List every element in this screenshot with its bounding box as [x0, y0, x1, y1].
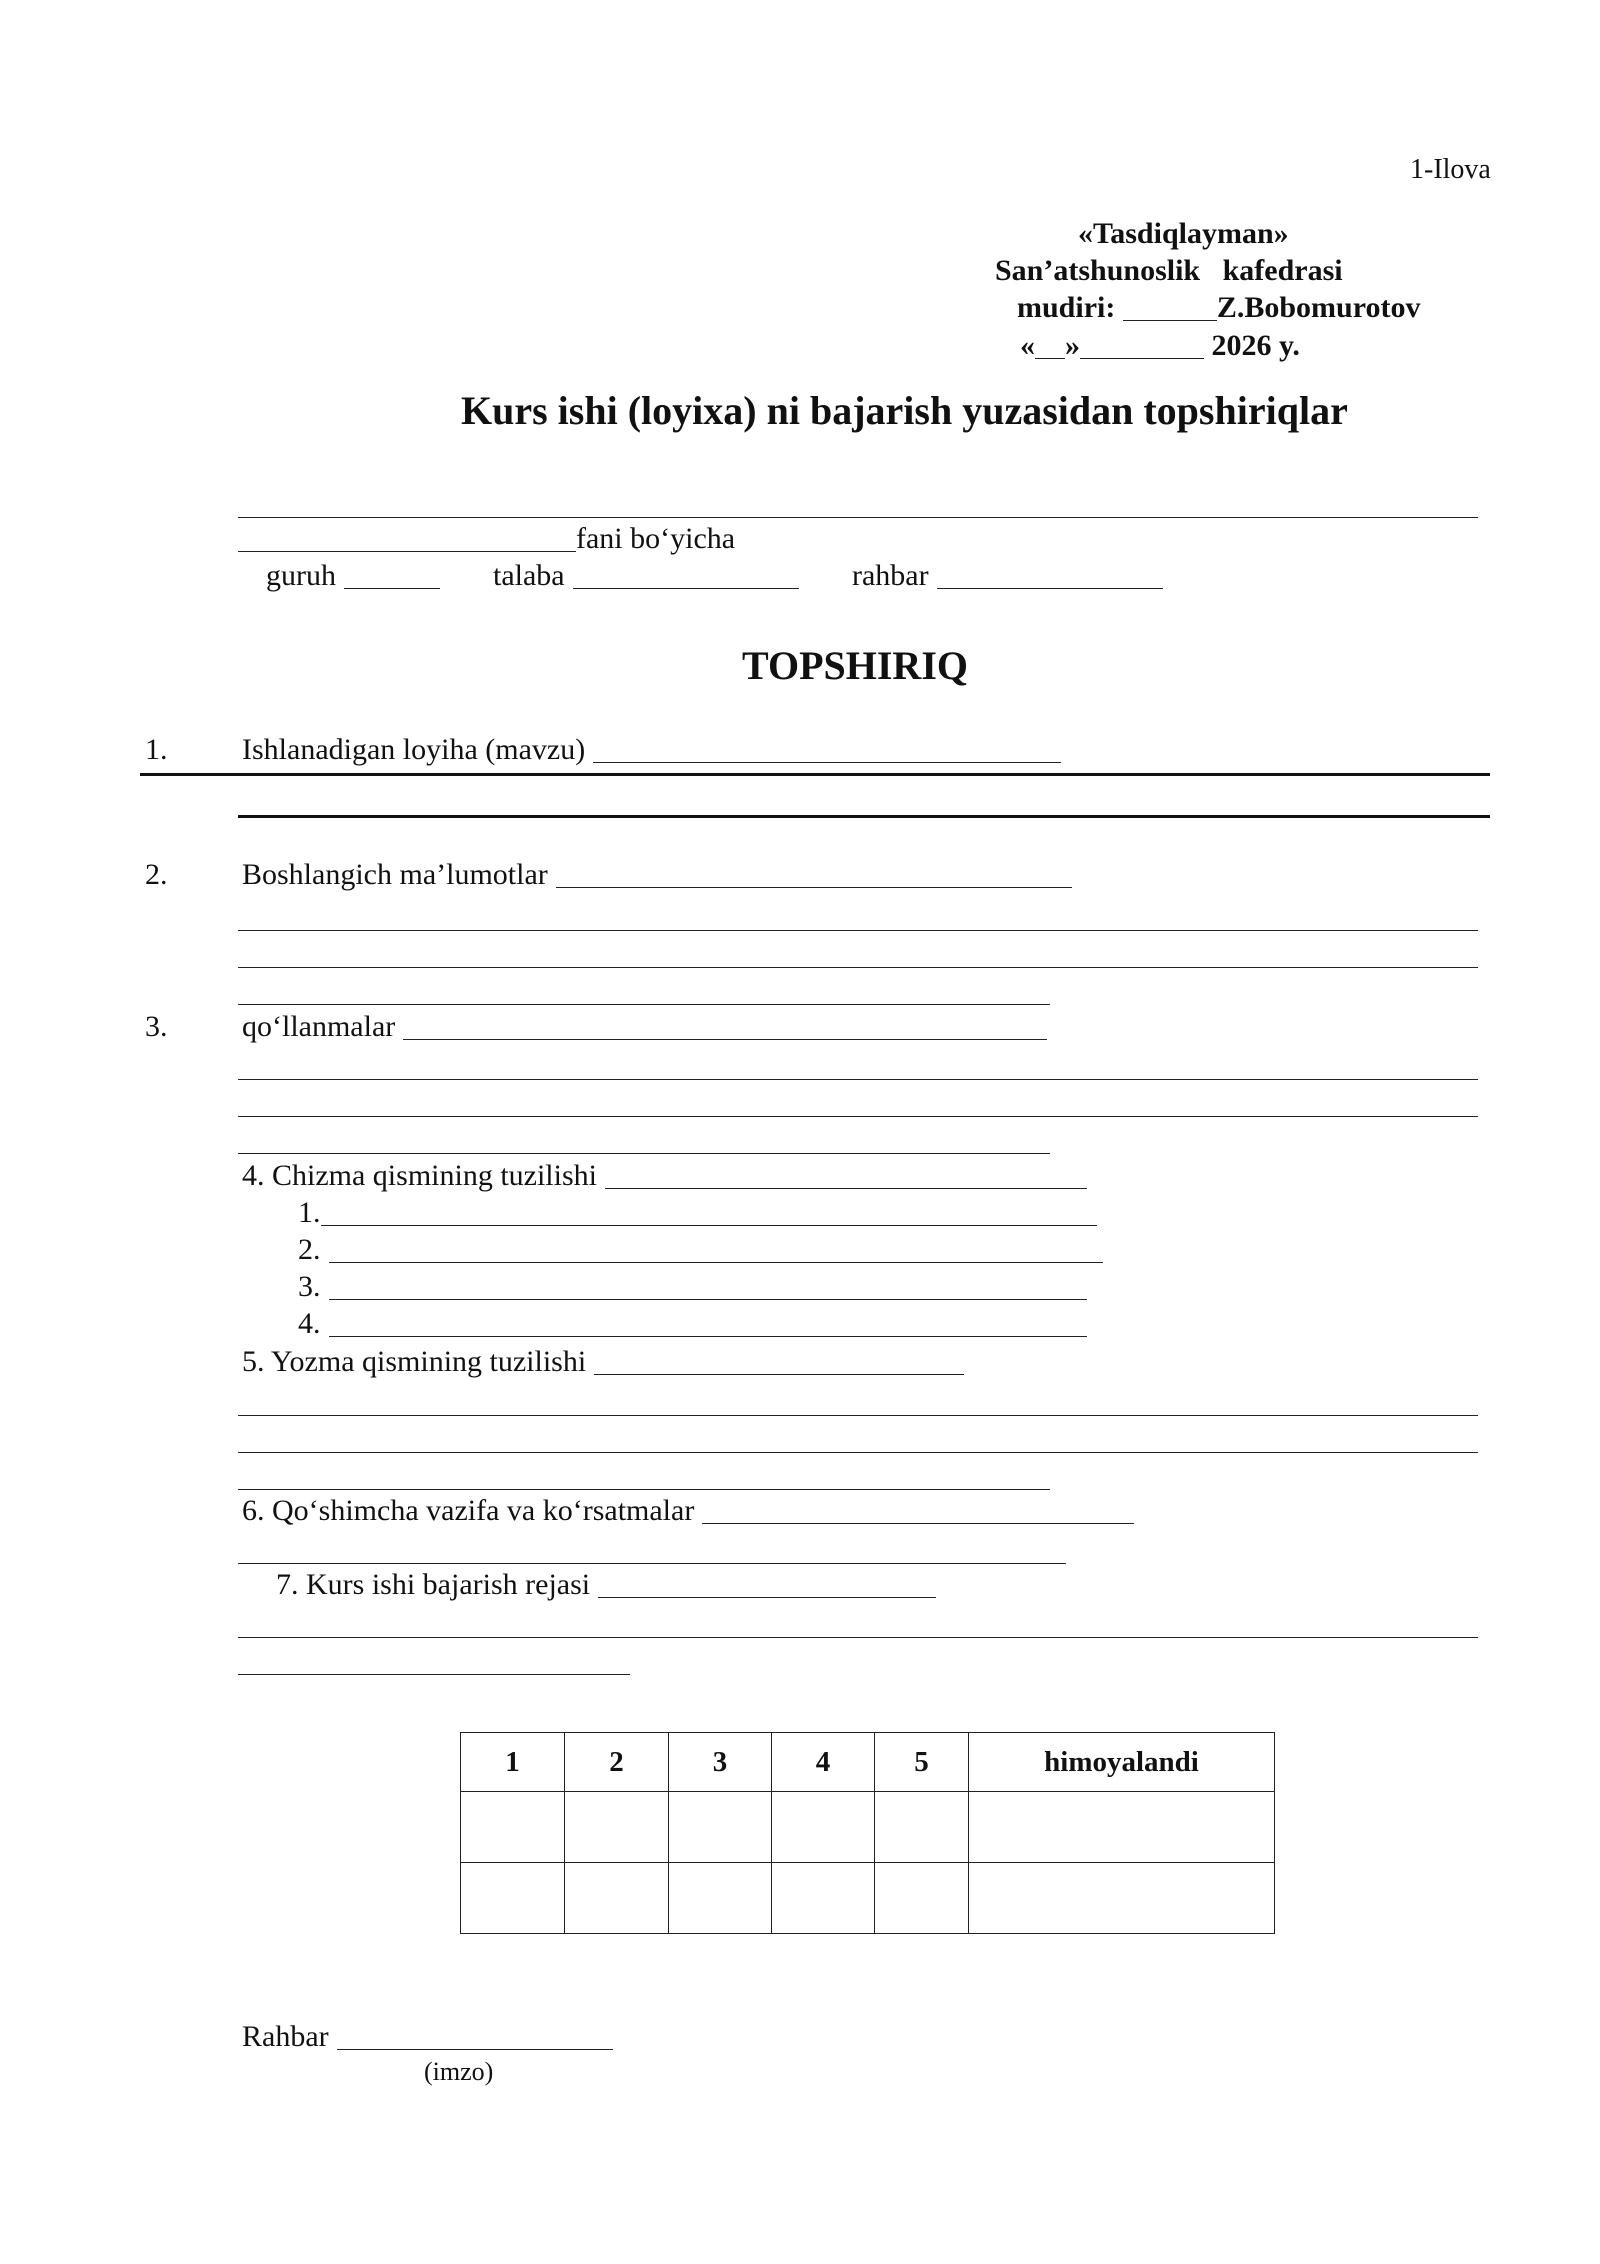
discipline-line[interactable]	[238, 517, 1478, 518]
stage-header-5: 5	[875, 1733, 969, 1792]
subject-suffix: fani bo‘yicha	[576, 522, 736, 555]
item4-sub-4-number: 4.	[298, 1307, 321, 1340]
item5-line-3[interactable]	[238, 1489, 1050, 1490]
table-cell[interactable]	[969, 1863, 1275, 1934]
section-heading: TOPSHIRIQ	[742, 643, 968, 688]
item7-label: 7. Kurs ishi bajarish rejasi	[276, 1568, 591, 1601]
approval-date-open-quote: «	[1020, 329, 1035, 362]
item4-sub-4	[298, 1309, 1087, 1339]
item2-number: 2.	[145, 858, 168, 891]
group-field	[266, 561, 440, 591]
student-blank[interactable]	[573, 588, 799, 589]
student-field	[493, 561, 799, 591]
item4-sub-3-blank[interactable]	[329, 1299, 1087, 1300]
item4-row	[242, 1161, 1087, 1191]
item3-number: 3.	[145, 1010, 168, 1043]
item4-sub-1-blank[interactable]	[321, 1225, 1097, 1226]
item5-line-1[interactable]	[238, 1415, 1478, 1416]
student-label: talaba	[493, 559, 565, 592]
approval-signature-blank[interactable]	[1123, 320, 1217, 321]
item6-label: 6. Qo‘shimcha vazifa va ko‘rsatmalar	[242, 1494, 695, 1527]
item4-sub-2-number: 2.	[298, 1233, 321, 1266]
item7-row	[276, 1570, 936, 1600]
subject-field-row	[238, 524, 735, 554]
stages-table-header	[461, 1733, 1275, 1792]
page-title: Kurs ishi (loyixa) ni bajarish yuzasidan topshiriqlar	[461, 388, 1348, 433]
table-cell[interactable]	[461, 1792, 565, 1863]
stage-header-1: 1	[461, 1733, 565, 1792]
approval-head-line	[1017, 293, 1421, 323]
item6-row	[242, 1496, 1134, 1526]
signature-blank[interactable]	[337, 2049, 613, 2050]
table-cell[interactable]	[669, 1792, 772, 1863]
item3-line-1[interactable]	[238, 1079, 1478, 1080]
stages-table	[460, 1732, 1275, 1934]
item5-label: 5. Yozma qismining tuzilishi	[242, 1345, 587, 1378]
item4-sub-4-blank[interactable]	[329, 1336, 1087, 1337]
approval-day-blank[interactable]	[1035, 358, 1065, 359]
stage-header-4: 4	[772, 1733, 875, 1792]
group-blank[interactable]	[344, 588, 440, 589]
item1-rule	[140, 773, 1490, 776]
item5-blank[interactable]	[594, 1374, 964, 1375]
item2-line-2[interactable]	[238, 967, 1478, 968]
item4-sub-3-number: 3.	[298, 1270, 321, 1303]
signature-label: Rahbar	[242, 2020, 329, 2053]
item1-number: 1.	[145, 733, 168, 766]
item3-blank[interactable]	[403, 1039, 1047, 1040]
item2-line-1[interactable]	[238, 930, 1478, 931]
item3-line-2[interactable]	[238, 1116, 1478, 1117]
approval-month-blank[interactable]	[1080, 358, 1204, 359]
item1-extra-line[interactable]	[238, 815, 1490, 818]
item5-line-2[interactable]	[238, 1452, 1478, 1453]
group-label: guruh	[266, 559, 336, 592]
item6-line-1[interactable]	[238, 1563, 1066, 1564]
table-cell[interactable]	[875, 1792, 969, 1863]
approval-date-line	[1020, 331, 1300, 361]
signature-caption: (imzo)	[424, 2057, 494, 2086]
item2-row	[242, 860, 1072, 890]
item7-line-2[interactable]	[238, 1674, 630, 1675]
appendix-label: 1-Ilova	[1410, 154, 1491, 185]
table-cell[interactable]	[565, 1792, 669, 1863]
stage-header-2: 2	[565, 1733, 669, 1792]
table-cell[interactable]	[669, 1863, 772, 1934]
item4-sub-1	[298, 1198, 1097, 1228]
item6-blank[interactable]	[702, 1523, 1134, 1524]
item1-blank[interactable]	[593, 762, 1061, 763]
supervisor-field	[852, 561, 1163, 591]
item5-row	[242, 1347, 964, 1377]
item7-blank[interactable]	[598, 1597, 936, 1598]
stage-header-3: 3	[669, 1733, 772, 1792]
signature-row	[242, 2022, 613, 2052]
item2-label: Boshlangich ma’lumotlar	[242, 858, 548, 891]
table-cell[interactable]	[875, 1863, 969, 1934]
stages-table-row	[461, 1863, 1275, 1934]
supervisor-label: rahbar	[852, 559, 929, 592]
item3-line-3[interactable]	[238, 1153, 1050, 1154]
table-cell[interactable]	[461, 1863, 565, 1934]
item4-sub-3	[298, 1272, 1087, 1302]
approval-department: San’atshunoslik kafedrasi	[995, 254, 1343, 287]
item2-blank[interactable]	[556, 887, 1072, 888]
item1-row	[242, 735, 1061, 765]
item1-label: Ishlanadigan loyiha (mavzu)	[242, 733, 586, 766]
stages-table-row	[461, 1792, 1275, 1863]
table-cell[interactable]	[772, 1792, 875, 1863]
approval-head-label: mudiri:	[1017, 291, 1123, 324]
stage-header-defended: himoyalandi	[969, 1733, 1275, 1792]
approval-title: «Tasdiqlayman»	[1078, 217, 1289, 250]
item3-row	[242, 1012, 1047, 1042]
table-cell[interactable]	[772, 1863, 875, 1934]
item4-label: 4. Chizma qismining tuzilishi	[242, 1159, 597, 1192]
approval-date-close-quote: »	[1065, 329, 1080, 362]
item3-label: qo‘llanmalar	[242, 1010, 396, 1043]
item4-sub-2-blank[interactable]	[329, 1262, 1103, 1263]
item4-sub-2	[298, 1235, 1103, 1265]
item7-line-1[interactable]	[238, 1637, 1478, 1638]
subject-blank[interactable]	[238, 551, 576, 552]
item2-line-3[interactable]	[238, 1004, 1050, 1005]
table-cell[interactable]	[565, 1863, 669, 1934]
approval-head-name: Z.Bobomurotov	[1216, 291, 1421, 324]
approval-year: 2026 y.	[1204, 329, 1300, 362]
supervisor-blank[interactable]	[937, 588, 1163, 589]
table-cell[interactable]	[969, 1792, 1275, 1863]
item4-blank[interactable]	[605, 1188, 1087, 1189]
item4-sub-1-number: 1.	[298, 1196, 321, 1229]
